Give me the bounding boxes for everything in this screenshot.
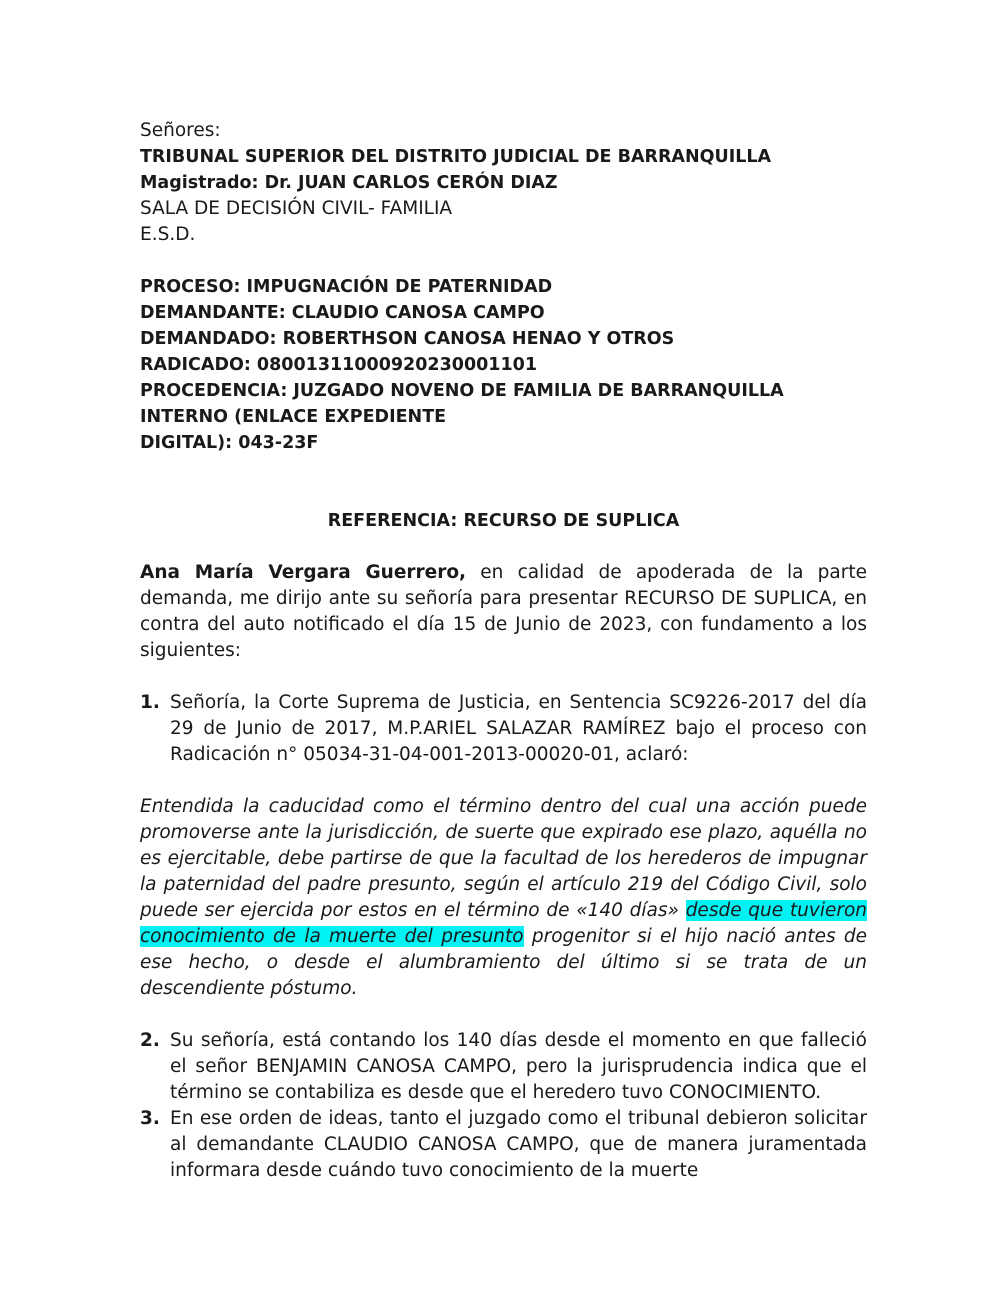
chamber-name: SALA DE DECISIÓN CIVIL- FAMILIA <box>140 198 453 219</box>
jurisprudence-quote <box>140 794 867 1002</box>
list-item-number: 2. <box>140 1030 160 1051</box>
list-item-number: 1. <box>140 692 160 713</box>
list-item-number: 3. <box>140 1108 160 1129</box>
addressee-block <box>140 118 867 248</box>
case-procedencia: PROCEDENCIA: JUZGADO NOVENO DE FAMILIA DE BARRANQUILLA <box>140 381 784 401</box>
quote-text-after: progenitor si el hijo nació antes de ese hecho, o desde el alumbramiento del último si se trata de un descendiente póstumo. <box>140 926 867 999</box>
list-item-text: Su señoría, está contando los 140 días desde el momento en que falleció el señor BENJAMIN CANOSA CAMPO, pero la jurisprudencia indica que el término se contabiliza es desde que el heredero tuvo CONOCIMIENTO. <box>170 1030 867 1103</box>
case-interno-line2: DIGITAL): 043-23F <box>140 433 319 453</box>
case-details-block <box>140 274 867 456</box>
case-radicado: RADICADO: 08001311000920230001101 <box>140 355 537 375</box>
list-item-3 <box>140 1106 867 1184</box>
list-item-1 <box>140 690 867 768</box>
case-proceso: PROCESO: IMPUGNACIÓN DE PATERNIDAD <box>140 277 553 297</box>
list-item-2 <box>140 1028 867 1106</box>
list-item-text: Señoría, la Corte Suprema de Justicia, en Sentencia SC9226-2017 del día 29 de Junio de 2017, M.P.ARIEL SALAZAR RAMÍREZ bajo el proceso con Radicación n° 05034-31-04-001-2013-00020-01, aclaró: <box>170 692 867 765</box>
intro-text: en calidad de apoderada de la parte demanda, me dirijo ante su señoría para presentar RECURSO DE SUPLICA, en contra del auto notificado el día 15 de Junio de 2023, con fundamento a los siguientes: <box>140 562 867 661</box>
esd-line: E.S.D. <box>140 224 196 245</box>
case-demandado: DEMANDADO: ROBERTHSON CANOSA HENAO Y OTROS <box>140 329 675 349</box>
reference-heading: REFERENCIA: RECURSO DE SUPLICA <box>327 511 680 531</box>
list-item-text: En ese orden de ideas, tanto el juzgado como el tribunal debieron solicitar al demandante CLAUDIO CANOSA CAMPO, que de manera juramentada informara desde cuándo tuvo conocimiento de la muerte <box>170 1108 867 1181</box>
magistrate-name: Magistrado: Dr. JUAN CARLOS CERÓN DIAZ <box>140 173 558 193</box>
salutation: Señores: <box>140 120 221 141</box>
document-page <box>140 118 867 1184</box>
intro-paragraph <box>140 560 867 664</box>
court-name: TRIBUNAL SUPERIOR DEL DISTRITO JUDICIAL DE BARRANQUILLA <box>140 147 772 167</box>
case-interno-line1: INTERNO (ENLACE EXPEDIENTE <box>140 407 447 427</box>
quote-text-before: Entendida la caducidad como el término dentro del cual una acción puede promoverse ante la jurisdicción, de suerte que expirado ese plazo, aquélla no es ejercitable, debe partirse de que la facultad de los herederos de impugnar la paternidad del padre presunto, según el artículo 219 del Código Civil, solo puede ser ejercida por estos en el término de «140 días» <box>140 796 867 921</box>
attorney-name: Ana María Vergara Guerrero, <box>140 562 467 583</box>
case-demandante: DEMANDANTE: CLAUDIO CANOSA CAMPO <box>140 303 545 323</box>
quote-highlight: desde que tuvieron conocimiento de la muerte del presunto <box>140 900 867 947</box>
